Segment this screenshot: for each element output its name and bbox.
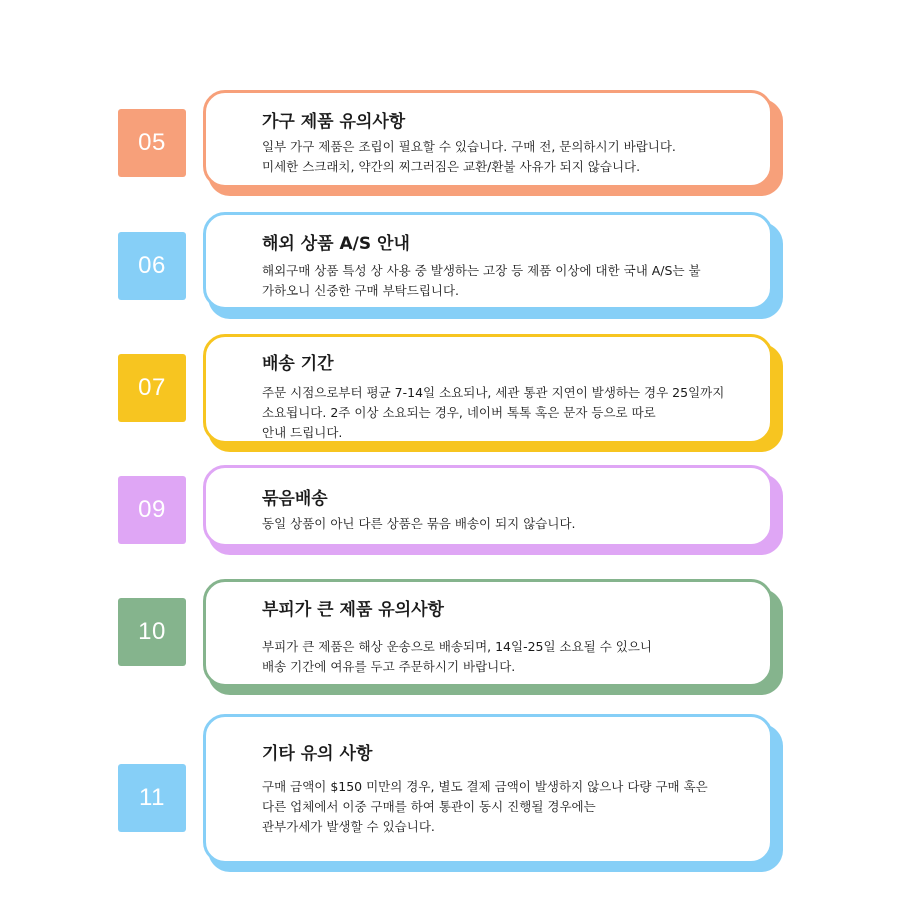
notice-line: 가하오니 신중한 구매 부탁드립니다.	[262, 283, 460, 298]
notice-card	[203, 714, 773, 864]
notice-body	[262, 514, 767, 534]
notice-line: 동일 상품이 아닌 다른 상품은 묶음 배송이 되지 않습니다.	[262, 516, 576, 531]
notice-line: 배송 기간에 여유를 두고 주문하시기 바랍니다.	[262, 659, 516, 674]
notice-line: 구매 금액이 $150 미만의 경우, 별도 결제 금액이 발생하지 않으나 다량 구매 혹은	[262, 779, 708, 794]
notice-title: 배송 기간	[262, 354, 334, 374]
notice-line: 안내 드립니다.	[262, 425, 343, 440]
notice-body	[262, 383, 767, 443]
notice-line: 해외구매 상품 특성 상 사용 중 발생하는 고장 등 제품 이상에 대한 국내 A/S는 불	[262, 263, 701, 278]
number-badge	[118, 109, 186, 177]
notice-title: 묶음배송	[262, 489, 328, 509]
notice-card	[203, 465, 773, 547]
number-badge-label: 09	[138, 496, 166, 523]
number-badge-label: 05	[138, 129, 166, 156]
number-badge	[118, 764, 186, 832]
notice-line: 미세한 스크래치, 약간의 찌그러짐은 교환/환불 사유가 되지 않습니다.	[262, 159, 641, 174]
notice-card	[203, 579, 773, 687]
number-badge	[118, 598, 186, 666]
notice-line: 주문 시점으로부터 평균 7-14일 소요되나, 세관 통관 지연이 발생하는 경우 25일까지	[262, 385, 725, 400]
notice-line: 소요됩니다. 2주 이상 소요되는 경우, 네이버 톡톡 혹은 문자 등으로 따로	[262, 405, 656, 420]
notice-card	[203, 90, 773, 188]
notice-card	[203, 334, 773, 444]
notice-title: 가구 제품 유의사항	[262, 112, 406, 132]
notice-line: 부피가 큰 제품은 해상 운송으로 배송되며, 14일-25일 소요될 수 있으니	[262, 639, 653, 654]
notice-line: 다른 업체에서 이중 구매를 하여 통관이 동시 진행될 경우에는	[262, 799, 596, 814]
number-badge-label: 07	[138, 374, 166, 401]
notice-body	[262, 137, 767, 177]
notice-title: 부피가 큰 제품 유의사항	[262, 600, 444, 620]
number-badge-label: 06	[138, 252, 166, 279]
notice-title: 해외 상품 A/S 안내	[262, 234, 410, 254]
notice-card	[203, 212, 773, 310]
notice-body	[262, 261, 767, 301]
number-badge-label: 10	[138, 618, 166, 645]
notice-line: 일부 가구 제품은 조립이 필요할 수 있습니다. 구매 전, 문의하시기 바랍니다.	[262, 139, 676, 154]
notice-body	[262, 777, 767, 837]
number-badge-label: 11	[139, 784, 165, 811]
number-badge	[118, 354, 186, 422]
number-badge	[118, 476, 186, 544]
notice-title: 기타 유의 사항	[262, 744, 373, 764]
number-badge	[118, 232, 186, 300]
notice-body	[262, 637, 767, 677]
notice-line: 관부가세가 발생할 수 있습니다.	[262, 819, 435, 834]
